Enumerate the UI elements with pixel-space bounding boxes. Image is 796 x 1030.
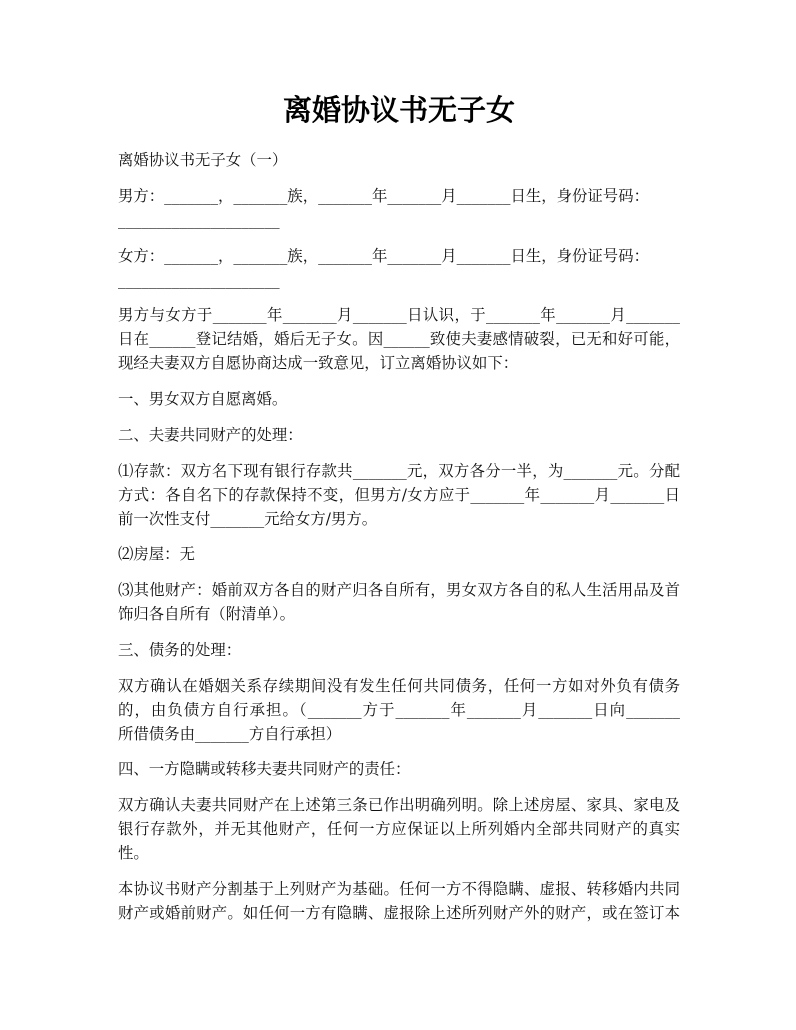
document-title: 离婚协议书无子女 <box>282 93 515 127</box>
husband-id-blank: _____________________ <box>118 210 280 229</box>
debt-line: 所借债务由_______方自行承担） <box>118 724 342 743</box>
article-4-heading-paragraph <box>118 757 680 781</box>
preamble-line: 男方与女方于_______年_______月_______日认识，于_______年_______月_______ <box>118 306 680 325</box>
concealment-line: 双方确认夫妻共同财产在上述第三条已作出明确列明。除上述房屋、家具、家电及 <box>118 796 680 814</box>
article-3-heading: 三、债务的处理： <box>118 640 242 659</box>
article-4-body-2-paragraph <box>118 877 680 925</box>
division-basis-line: 财产或婚前财产。如任何一方有隐瞒、虚报除上述所列财产外的财产，或在签订本 <box>118 903 680 922</box>
preamble-paragraph <box>118 303 680 375</box>
deposit-line: 前一次性支付_______元给女方/男方。 <box>118 509 378 528</box>
article-2-other-paragraph <box>118 578 680 626</box>
other-property-line: 饰归各自所有（附清单）。 <box>118 605 295 623</box>
article-2-deposit-paragraph <box>118 459 680 531</box>
wife-info-paragraph <box>118 244 680 292</box>
division-basis-line: 本协议书财产分割基于上列财产为基础。任何一方不得隐瞒、虚报、转移婚内共同 <box>118 879 680 898</box>
concealment-line: 银行存款外，并无其他财产，任何一方应保证以上所列婚内全部共同财产的真实 <box>118 820 680 838</box>
wife-id-blank: _____________________ <box>118 270 280 289</box>
wife-info-line: 女方：_______，_______族，_______年_______月_______日生，身份证号码： <box>118 246 649 265</box>
debt-line: 双方确认在婚姻关系存续期间没有发生任何共同债务，任何一方如对外负有债务 <box>118 676 680 695</box>
other-property-line: ⑶其他财产：婚前双方各自的财产归各自所有，男女双方各自的私人生活用品及首 <box>118 581 680 599</box>
deposit-line: 方式：各自名下的存款保持不变，但男方/女方应于_______年_______月_______日 <box>118 485 680 504</box>
concealment-line: 性。 <box>118 844 149 862</box>
house-line: ⑵房屋：无 <box>118 545 195 564</box>
article-4-heading: 四、一方隐瞒或转移夫妻共同财产的责任： <box>118 760 411 779</box>
article-2-heading: 二、夫妻共同财产的处理： <box>118 425 303 444</box>
husband-info-paragraph <box>118 184 680 232</box>
article-1-paragraph <box>118 387 680 411</box>
husband-info-line: 男方：_______，_______族，_______年_______月_______日生，身份证号码： <box>118 186 649 205</box>
article-1-line: 一、男女双方自愿离婚。 <box>118 390 288 408</box>
article-4-body-1-paragraph <box>118 793 680 865</box>
article-3-body-paragraph <box>118 674 680 746</box>
preamble-line: 日在______登记结婚，婚后无子女。因______致使夫妻感情破裂，已无和好可能， <box>118 330 680 349</box>
deposit-line: ⑴存款：双方名下现有银行存款共_______元，双方各分一半，为_______元。分配 <box>118 461 680 480</box>
subtitle-paragraph <box>118 148 680 172</box>
article-2-heading-paragraph <box>118 423 680 447</box>
preamble-line: 现经夫妻双方自愿协商达成一致意见，订立离婚协议如下： <box>118 354 519 373</box>
article-3-heading-paragraph <box>118 638 680 662</box>
subtitle-line: 离婚协议书无子女（一） <box>118 151 288 169</box>
debt-line: 的，由负债方自行承担。（_______方于_______年_______月_______日向_______ <box>118 700 680 719</box>
article-2-house-paragraph <box>118 542 680 566</box>
